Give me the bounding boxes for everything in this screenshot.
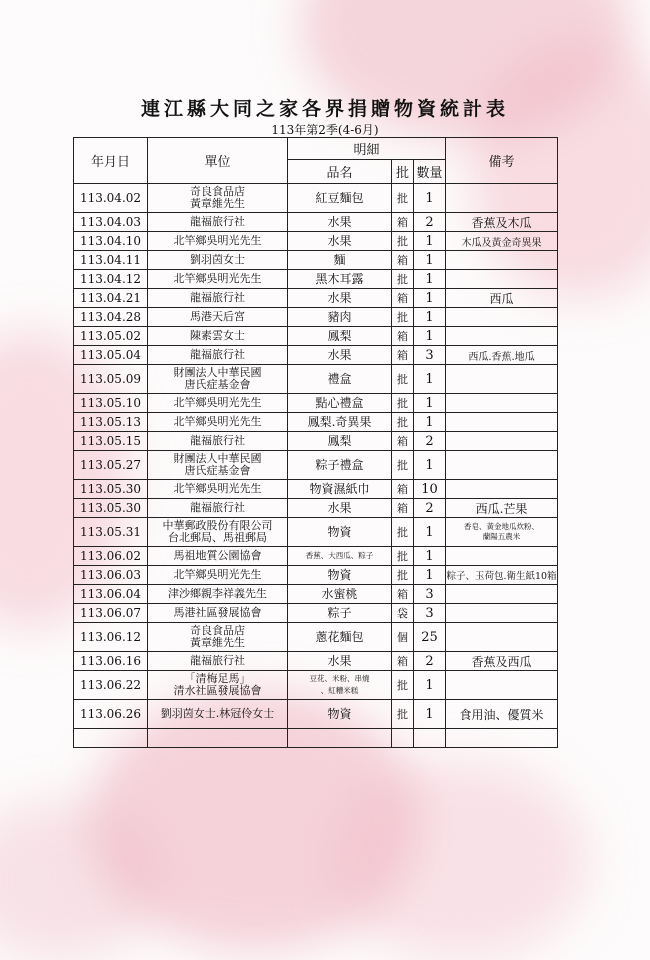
row-note-line: 香皂、黃金地瓜炊粉、 [464,522,540,531]
header-uom: 批 [392,160,414,184]
row-unit [148,480,288,499]
row-unit-line: 奇良食品店 [190,624,245,637]
row-qty: 1 [414,270,446,289]
row-item-line: 物資 [327,568,352,582]
row-note [446,432,558,451]
row-qty: 1 [414,547,446,566]
row-date: 113.06.07 [74,604,148,623]
row-note: 食用油、優質米 [446,700,558,729]
row-item-line: 粽子 [327,606,352,620]
table-row [74,270,558,289]
row-note: 香蕉及西瓜 [446,652,558,671]
row-date: 113.06.04 [74,585,148,604]
row-qty: 3 [414,585,446,604]
row-unit [148,327,288,346]
row-qty: 1 [414,566,446,585]
row-note: 西瓜.香蕉.地瓜 [446,346,558,365]
row-item-line: 水蜜桃 [321,587,358,601]
row-unit-line: 北竿鄉吳明光先生 [173,272,262,285]
row-unit-line: 黃章維先生 [190,197,245,210]
row-unit [148,671,288,700]
row-date: 113.04.02 [74,184,148,213]
row-uom: 批 [392,518,414,547]
row-item [288,365,392,394]
row-note: 粽子、玉荷包.衛生紙10箱 [446,566,558,585]
row-note [446,394,558,413]
row-note [446,547,558,566]
empty-cell [74,729,148,748]
row-item-line: 蔥花麵包 [315,630,364,644]
row-qty: 2 [414,499,446,518]
row-item-line: 點心禮盒 [315,396,364,410]
row-qty: 1 [414,413,446,432]
row-unit-line: 「清梅足馬」 [184,672,251,685]
table-row [74,184,558,213]
row-item-line: 水果 [327,501,352,515]
row-unit-line: 財團法人中華民國 [173,452,262,465]
row-qty: 2 [414,652,446,671]
row-item [288,184,392,213]
row-unit [148,365,288,394]
row-note [446,251,558,270]
row-unit-line: 北竿鄉吳明光先生 [173,482,262,495]
table-row [74,451,558,480]
row-unit-line: 龍福旅行社 [190,348,245,361]
row-uom: 批 [392,270,414,289]
row-item-line: 物資 [327,525,352,539]
row-date: 113.06.03 [74,566,148,585]
row-note [446,518,558,547]
row-uom: 批 [392,547,414,566]
row-uom: 箱 [392,289,414,308]
row-unit [148,308,288,327]
table-row [74,623,558,652]
row-item-line: 粽子禮盒 [315,458,364,472]
row-item [288,413,392,432]
row-qty: 1 [414,232,446,251]
row-item [288,499,392,518]
row-qty: 1 [414,518,446,547]
row-item [288,480,392,499]
row-date: 113.06.22 [74,671,148,700]
row-qty: 1 [414,365,446,394]
row-note: 西瓜 [446,289,558,308]
row-uom: 箱 [392,213,414,232]
row-item [288,289,392,308]
table-row [74,547,558,566]
table-row [74,604,558,623]
document-subtitle: 113年第2季(4-6月) [271,123,379,137]
row-uom: 箱 [392,432,414,451]
row-item [288,566,392,585]
row-uom: 批 [392,671,414,700]
row-note: 西瓜.芒果 [446,499,558,518]
row-uom: 批 [392,451,414,480]
row-qty: 1 [414,451,446,480]
row-unit-line: 馬祖地質公園協會 [173,549,262,562]
row-qty: 1 [414,251,446,270]
row-unit [148,623,288,652]
row-date: 113.05.30 [74,499,148,518]
row-date: 113.05.15 [74,432,148,451]
row-item-line: 豬肉 [327,310,352,324]
row-unit [148,251,288,270]
row-qty: 2 [414,432,446,451]
empty-cell [414,729,446,748]
row-item-line: 物資 [327,707,352,721]
row-uom: 批 [392,413,414,432]
row-uom: 批 [392,365,414,394]
row-item [288,547,392,566]
row-note [446,270,558,289]
table-row [74,413,558,432]
row-unit [148,232,288,251]
table-row [74,251,558,270]
row-unit-line: 龍福旅行社 [190,291,245,304]
row-date: 113.06.26 [74,700,148,729]
row-note: 香蕉及木瓜 [446,213,558,232]
row-item-line: 物資濕紙巾 [309,482,370,496]
row-item-line: 水果 [327,291,352,305]
empty-cell [288,729,392,748]
row-item-line: 水果 [327,348,352,362]
table-row [74,289,558,308]
row-qty: 1 [414,700,446,729]
header-qty: 數量 [414,160,446,184]
row-unit-line: 北竿鄉吳明光先生 [173,415,262,428]
row-unit-line: 陳素雲女士 [190,329,245,342]
row-unit [148,289,288,308]
row-qty: 2 [414,213,446,232]
row-unit [148,499,288,518]
row-unit-line: 北竿鄉吳明光先生 [173,234,262,247]
row-note [446,604,558,623]
row-date: 113.05.13 [74,413,148,432]
table-row-empty [74,729,558,748]
row-uom: 個 [392,623,414,652]
row-uom: 批 [392,700,414,729]
row-unit-line: 馬港天后宮 [190,310,245,323]
header-note: 備考 [446,138,558,184]
row-item-line: 、紅糟米糕 [320,686,359,695]
row-date: 113.05.04 [74,346,148,365]
row-unit [148,585,288,604]
row-date: 113.04.10 [74,232,148,251]
header-detail: 明細 [288,138,446,160]
row-unit [148,518,288,547]
row-unit-line: 北竿鄉吳明光先生 [173,568,262,581]
row-unit [148,566,288,585]
row-qty: 1 [414,671,446,700]
row-item [288,652,392,671]
table-row [74,346,558,365]
row-note [446,480,558,499]
row-uom: 批 [392,566,414,585]
row-item [288,270,392,289]
row-uom: 箱 [392,327,414,346]
row-item [288,671,392,700]
header-item: 品名 [288,160,392,184]
row-uom: 袋 [392,604,414,623]
row-item-line: 鳳梨 [327,329,352,343]
row-item-line: 紅豆麵包 [315,191,364,205]
row-qty: 1 [414,308,446,327]
row-unit-line: 唐氏症基金會 [184,378,251,391]
row-date: 113.04.28 [74,308,148,327]
row-uom: 箱 [392,251,414,270]
row-date: 113.05.02 [74,327,148,346]
row-unit [148,604,288,623]
row-unit-line: 龍福旅行社 [190,215,245,228]
table-row [74,327,558,346]
row-unit-line: 唐氏症基金會 [184,464,251,477]
row-item-line: 豆花、米粉、串燒 [309,674,370,683]
row-unit [148,394,288,413]
table-row [74,308,558,327]
row-date: 113.05.27 [74,451,148,480]
row-unit [148,270,288,289]
row-item [288,346,392,365]
row-unit [148,652,288,671]
table-row [74,365,558,394]
row-note [446,308,558,327]
row-date: 113.05.30 [74,480,148,499]
row-note [446,671,558,700]
document-title: 連江縣大同之家各界捐贈物資統計表 [140,98,509,120]
row-unit [148,451,288,480]
row-date: 113.04.12 [74,270,148,289]
row-item [288,232,392,251]
table-row [74,566,558,585]
row-qty: 1 [414,184,446,213]
row-item [288,585,392,604]
row-item-line: 水果 [327,215,352,229]
row-item-line: 鳳梨 [327,434,352,448]
row-date: 113.06.12 [74,623,148,652]
row-item-line: 水果 [327,234,352,248]
row-item [288,251,392,270]
row-uom: 批 [392,184,414,213]
row-unit-line: 龍福旅行社 [190,501,245,514]
row-uom: 箱 [392,346,414,365]
row-note [446,413,558,432]
row-unit-line: 奇良食品店 [190,185,245,198]
row-item [288,451,392,480]
row-date: 113.06.02 [74,547,148,566]
row-unit-line: 津沙鄉親李祥義先生 [168,587,267,600]
row-note [446,184,558,213]
row-item-line: 水果 [327,654,352,668]
row-unit-line: 龍福旅行社 [190,654,245,667]
row-qty: 1 [414,289,446,308]
row-date: 113.05.09 [74,365,148,394]
row-unit-line: 龍福旅行社 [190,434,245,447]
row-uom: 批 [392,232,414,251]
row-date: 113.04.21 [74,289,148,308]
row-unit [148,346,288,365]
row-item [288,518,392,547]
row-item [288,604,392,623]
row-unit [148,700,288,729]
row-unit-line: 台北郵局、馬祖郵局 [168,531,267,544]
row-qty: 3 [414,346,446,365]
row-item-line: 鳳梨.奇異果 [307,415,372,429]
header-unit: 單位 [148,138,288,184]
row-unit-line: 黃章維先生 [190,636,245,649]
table-row [74,232,558,251]
donation-table [73,137,558,748]
row-item [288,394,392,413]
empty-cell [446,729,558,748]
row-item [288,308,392,327]
row-item [288,432,392,451]
row-unit [148,432,288,451]
row-unit [148,213,288,232]
row-note: 木瓜及黃金奇異果 [446,232,558,251]
row-date: 113.04.03 [74,213,148,232]
row-unit [148,547,288,566]
table-row [74,585,558,604]
row-item [288,700,392,729]
row-uom: 批 [392,394,414,413]
row-date: 113.05.31 [74,518,148,547]
table-row [74,518,558,547]
row-note-line: 蘭陽五農米 [482,532,521,541]
row-date: 113.05.10 [74,394,148,413]
row-unit [148,413,288,432]
row-note [446,585,558,604]
row-uom: 批 [392,308,414,327]
row-uom: 箱 [392,652,414,671]
table-row [74,700,558,729]
empty-cell [148,729,288,748]
row-note [446,327,558,346]
table-row [74,394,558,413]
row-unit-line: 財團法人中華民國 [173,366,262,379]
row-qty: 10 [414,480,446,499]
row-unit-line: 中華郵政股份有限公司 [162,519,273,532]
row-qty: 25 [414,623,446,652]
row-item-line: 麵 [333,253,346,267]
row-unit-line: 馬港社區發展協會 [173,606,262,619]
table-row [74,432,558,451]
row-item [288,213,392,232]
row-date: 113.06.16 [74,652,148,671]
row-qty: 1 [414,394,446,413]
row-item-line: 香蕉、大西瓜、粽子 [305,551,374,560]
row-item-line: 禮盒 [327,372,352,386]
table-row [74,671,558,700]
empty-cell [392,729,414,748]
row-note [446,451,558,480]
row-unit-line: 劉羽茵女士.林冠伶女士 [160,707,275,720]
table-row [74,213,558,232]
row-date: 113.04.11 [74,251,148,270]
row-note [446,365,558,394]
row-unit [148,184,288,213]
row-unit-line: 劉羽茵女士 [190,253,245,266]
table-row [74,480,558,499]
row-uom: 箱 [392,585,414,604]
row-item-line: 黑木耳露 [315,272,364,286]
row-uom: 箱 [392,499,414,518]
table-row [74,652,558,671]
row-note [446,623,558,652]
header-date: 年月日 [74,138,148,184]
row-qty: 3 [414,604,446,623]
row-qty: 1 [414,327,446,346]
row-uom: 箱 [392,480,414,499]
row-item [288,327,392,346]
table-row [74,499,558,518]
row-unit-line: 清水社區發展協會 [173,684,262,697]
row-unit-line: 北竿鄉吳明光先生 [173,396,262,409]
row-item [288,623,392,652]
